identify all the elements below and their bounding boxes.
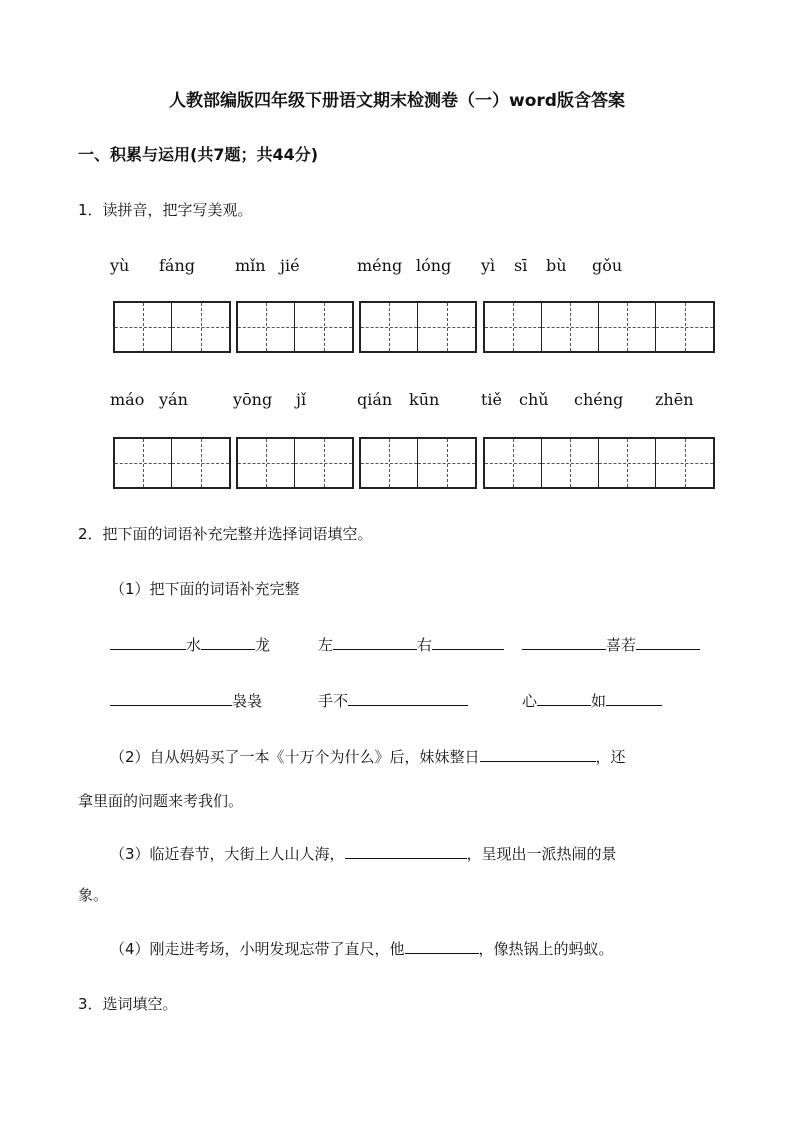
pinyin: tiě [481, 390, 503, 409]
idiom-char: 手不 [318, 692, 349, 710]
pinyin: jié [280, 256, 300, 275]
idiom-char: 心 [522, 692, 538, 710]
section-heading: 一、积累与运用(共7题；共44分) [78, 145, 319, 164]
writing-grid[interactable] [483, 437, 715, 489]
idiom-line-2b [318, 690, 468, 711]
grid-cell[interactable] [485, 439, 542, 487]
fill-blank[interactable] [432, 634, 504, 650]
sentence-text: ，像热锅上的蚂蚁。 [478, 940, 614, 958]
pinyin: kūn [409, 390, 440, 409]
pinyin: jǐ [296, 390, 307, 409]
grid-cell[interactable] [115, 439, 172, 487]
idiom-line-1c [522, 634, 700, 655]
grid-cell[interactable] [485, 303, 542, 351]
pinyin: mǐn [235, 256, 266, 275]
writing-grid[interactable] [236, 437, 354, 489]
writing-grid[interactable] [359, 301, 477, 353]
pinyin: yán [159, 390, 188, 409]
grid-cell[interactable] [418, 303, 475, 351]
pinyin: yōng [233, 390, 273, 409]
grid-cell[interactable] [656, 439, 713, 487]
grid-cell[interactable] [172, 303, 229, 351]
question-2-label: 2．把下面的词语补充完整并选择词语填空。 [78, 525, 373, 543]
fill-blank[interactable] [333, 634, 417, 650]
pinyin: méng [357, 256, 403, 275]
sentence-text: （3）临近春节，大街上人山人海， [110, 845, 345, 863]
grid-cell[interactable] [418, 439, 475, 487]
grid-cell[interactable] [172, 439, 229, 487]
fill-blank[interactable] [348, 690, 468, 706]
pinyin: zhēn [655, 390, 694, 409]
pinyin: chǔ [519, 390, 549, 409]
idiom-char: 右 [417, 636, 433, 654]
sentence-text: （2）自从妈妈买了一本《十万个为什么》后，妹妹整日 [110, 748, 480, 766]
fill-blank[interactable] [201, 634, 255, 650]
pinyin: qián [357, 390, 393, 409]
writing-grid[interactable] [483, 301, 715, 353]
question-1-label: 1．读拼音，把字写美观。 [78, 201, 253, 219]
idiom-line-1b [318, 634, 504, 655]
sentence-text: （4）刚走进考场，小明发现忘带了直尺，他 [110, 940, 405, 958]
fill-blank[interactable] [110, 634, 186, 650]
idiom-line-2 [110, 690, 262, 711]
fill-blank[interactable] [110, 690, 232, 706]
writing-grid[interactable] [113, 437, 231, 489]
grid-cell[interactable] [542, 439, 599, 487]
question-3-label: 3．选词填空。 [78, 995, 178, 1013]
subquestion-1-label: （1）把下面的词语补充完整 [110, 580, 300, 598]
writing-grid[interactable] [236, 301, 354, 353]
idiom-char: 龙 [255, 636, 271, 654]
grid-cell[interactable] [361, 303, 418, 351]
grid-cell[interactable] [238, 303, 295, 351]
pinyin: yù [110, 256, 130, 275]
grid-cell[interactable] [599, 439, 656, 487]
subquestion-3 [110, 843, 617, 864]
writing-grid[interactable] [359, 437, 477, 489]
grid-cell[interactable] [599, 303, 656, 351]
grid-cell[interactable] [115, 303, 172, 351]
idiom-char: 如 [591, 692, 607, 710]
fill-blank[interactable] [537, 690, 591, 706]
pinyin: chéng [574, 390, 624, 409]
subquestion-4 [110, 938, 614, 959]
idiom-line-1 [110, 634, 270, 655]
pinyin: máo [110, 390, 145, 409]
grid-cell[interactable] [295, 303, 352, 351]
grid-cell[interactable] [542, 303, 599, 351]
document-title: 人教部编版四年级下册语文期末检测卷（一）word版含答案 [169, 91, 625, 111]
sentence-text: ，呈现出一派热闹的景 [466, 845, 617, 863]
writing-grid[interactable] [113, 301, 231, 353]
fill-blank[interactable] [606, 690, 662, 706]
pinyin: yì [481, 256, 496, 275]
pinyin: lóng [416, 256, 452, 275]
idiom-line-2c [522, 690, 662, 711]
grid-cell[interactable] [238, 439, 295, 487]
idiom-char: 袅袅 [232, 692, 263, 710]
pinyin: fáng [159, 256, 196, 275]
pinyin: gǒu [592, 256, 623, 275]
sentence-text: ，还 [595, 748, 626, 766]
pinyin: bù [546, 256, 567, 275]
idiom-char: 喜若 [606, 636, 637, 654]
subquestion-2 [110, 746, 626, 767]
fill-blank[interactable] [522, 634, 606, 650]
idiom-char: 水 [186, 636, 202, 654]
fill-blank[interactable] [480, 746, 596, 762]
grid-cell[interactable] [656, 303, 713, 351]
idiom-char: 左 [318, 636, 334, 654]
fill-blank[interactable] [345, 843, 467, 859]
subquestion-3-cont: 象。 [78, 886, 109, 904]
subquestion-2-cont: 拿里面的问题来考我们。 [78, 792, 244, 810]
pinyin: sī [514, 256, 528, 275]
grid-cell[interactable] [295, 439, 352, 487]
grid-cell[interactable] [361, 439, 418, 487]
fill-blank[interactable] [405, 938, 479, 954]
fill-blank[interactable] [636, 634, 700, 650]
